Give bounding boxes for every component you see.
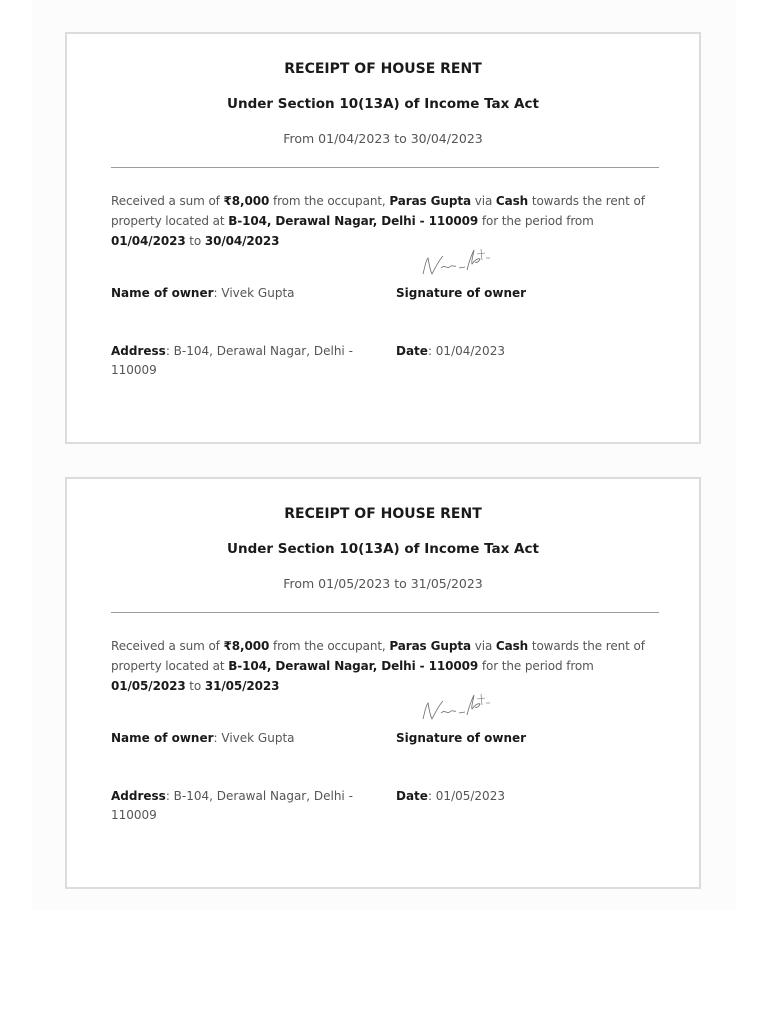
owner-signature-label: Signature of owner: [396, 731, 527, 745]
owner-name-value: : Vivek Gupta: [213, 286, 295, 300]
occupant-name: Paras Gupta: [389, 194, 471, 208]
date-value: : 01/05/2023: [427, 789, 505, 803]
owner-name-label: Name of owner: [111, 286, 214, 300]
amount: ₹8,000: [223, 639, 270, 653]
property-address: B-104, Derawal Nagar, Delhi - 110009: [228, 214, 479, 228]
signature-image: [419, 691, 495, 725]
receipt-subtitle: Under Section 10(13A) of Income Tax Act: [227, 541, 539, 557]
date-label: Date: [396, 344, 428, 358]
signature-image: [419, 246, 495, 280]
owner-address: [111, 787, 361, 825]
period-to: 30/04/2023: [204, 234, 280, 248]
owner-address: [111, 342, 361, 380]
receipt-period: From 01/05/2023 to 31/05/2023: [283, 576, 483, 591]
date-value: : 01/04/2023: [427, 344, 505, 358]
payment-mode: Cash: [495, 194, 529, 208]
property-address: B-104, Derawal Nagar, Delhi - 110009: [228, 659, 479, 673]
owner-name: [111, 284, 295, 303]
divider: [111, 167, 659, 168]
period-from: 01/05/2023: [111, 679, 186, 693]
receipt-period: From 01/04/2023 to 30/04/2023: [283, 131, 483, 146]
address-value: : B-104, Derawal Nagar, Delhi - 110009: [111, 789, 353, 822]
receipt-statement: Received a sum of ₹8,000 from the occupant, Paras Gupta via Cash towards the rent of property located at B-104, Derawal Nagar, Delhi - 110009 for the period from 01/04/2023 to 30/04/2023: [111, 194, 645, 248]
receipt-title: RECEIPT OF HOUSE RENT: [284, 506, 482, 522]
rent-receipt-april: [65, 32, 701, 444]
owner-name-value: : Vivek Gupta: [213, 731, 295, 745]
address-label: Address: [111, 344, 166, 358]
address-value: : B-104, Derawal Nagar, Delhi - 110009: [111, 344, 353, 377]
divider: [111, 612, 659, 613]
receipt-date: [396, 787, 505, 806]
date-label: Date: [396, 789, 428, 803]
rent-receipt-may: [65, 477, 701, 889]
period-from: 01/04/2023: [111, 234, 186, 248]
payment-mode: Cash: [495, 639, 529, 653]
owner-signature-label: Signature of owner: [396, 286, 527, 300]
period-to: 31/05/2023: [204, 679, 280, 693]
receipt-date: [396, 342, 505, 361]
address-label: Address: [111, 789, 166, 803]
owner-name: [111, 729, 295, 748]
receipt-title: RECEIPT OF HOUSE RENT: [284, 61, 482, 77]
owner-name-label: Name of owner: [111, 731, 214, 745]
receipt-subtitle: Under Section 10(13A) of Income Tax Act: [227, 96, 539, 112]
occupant-name: Paras Gupta: [389, 639, 471, 653]
receipt-statement: Received a sum of ₹8,000 from the occupant, Paras Gupta via Cash towards the rent of property located at B-104, Derawal Nagar, Delhi - 110009 for the period from 01/05/2023 to 31/05/2023: [111, 639, 645, 693]
amount: ₹8,000: [223, 194, 270, 208]
